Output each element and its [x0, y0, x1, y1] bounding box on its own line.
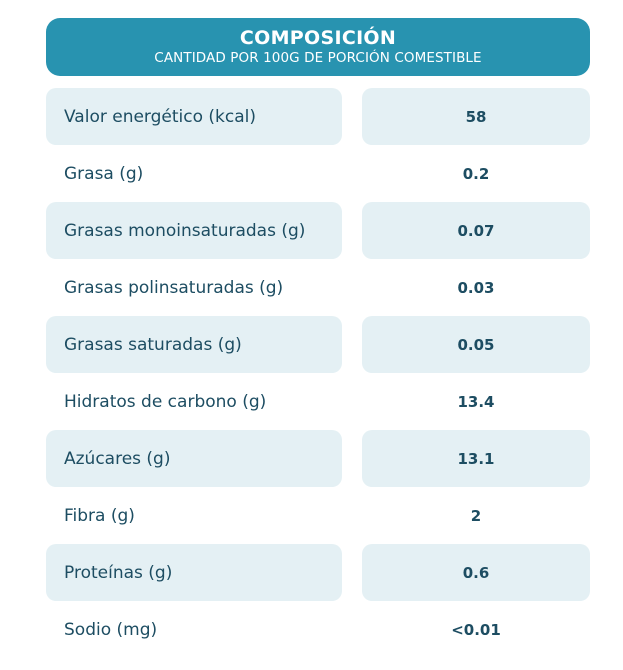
- nutrition-row-energy: [46, 88, 590, 145]
- row-value: <0.01: [451, 620, 501, 639]
- header-subtitle: CANTIDAD POR 100G DE PORCIÓN COMESTIBLE: [154, 50, 482, 66]
- row-value: 13.1: [362, 430, 590, 487]
- nutrition-row-fiber: [46, 487, 590, 544]
- row-value: 58: [362, 88, 590, 145]
- row-value: 0.2: [462, 164, 490, 183]
- nutrition-table: [46, 88, 590, 658]
- row-label: Grasas monoinsaturadas (g): [46, 202, 342, 259]
- composition-header: [46, 18, 590, 76]
- row-value: 0.6: [362, 544, 590, 601]
- nutrition-row-proteins: [46, 544, 590, 601]
- nutrition-row-fat: [46, 145, 590, 202]
- row-value: 0.05: [362, 316, 590, 373]
- row-label: Grasas saturadas (g): [46, 316, 342, 373]
- nutrition-row-saturated: [46, 316, 590, 373]
- row-value: 0.07: [362, 202, 590, 259]
- row-label: Grasa (g): [64, 163, 144, 184]
- nutrition-row-monounsaturated: [46, 202, 590, 259]
- row-value: 0.03: [457, 278, 495, 297]
- row-label: Sodio (mg): [64, 619, 158, 640]
- row-label: Hidratos de carbono (g): [64, 391, 267, 412]
- nutrition-row-carbohydrates: [46, 373, 590, 430]
- row-label: Proteínas (g): [46, 544, 342, 601]
- row-value: 2: [470, 506, 482, 525]
- row-label: Grasas polinsaturadas (g): [64, 277, 284, 298]
- nutrition-row-polyunsaturated: [46, 259, 590, 316]
- header-title: COMPOSICIÓN: [239, 27, 397, 49]
- row-label: Azúcares (g): [46, 430, 342, 487]
- row-label: Valor energético (kcal): [46, 88, 342, 145]
- nutrition-row-sugars: [46, 430, 590, 487]
- row-label: Fibra (g): [64, 505, 135, 526]
- row-value: 13.4: [457, 392, 495, 411]
- nutrition-row-sodium: [46, 601, 590, 658]
